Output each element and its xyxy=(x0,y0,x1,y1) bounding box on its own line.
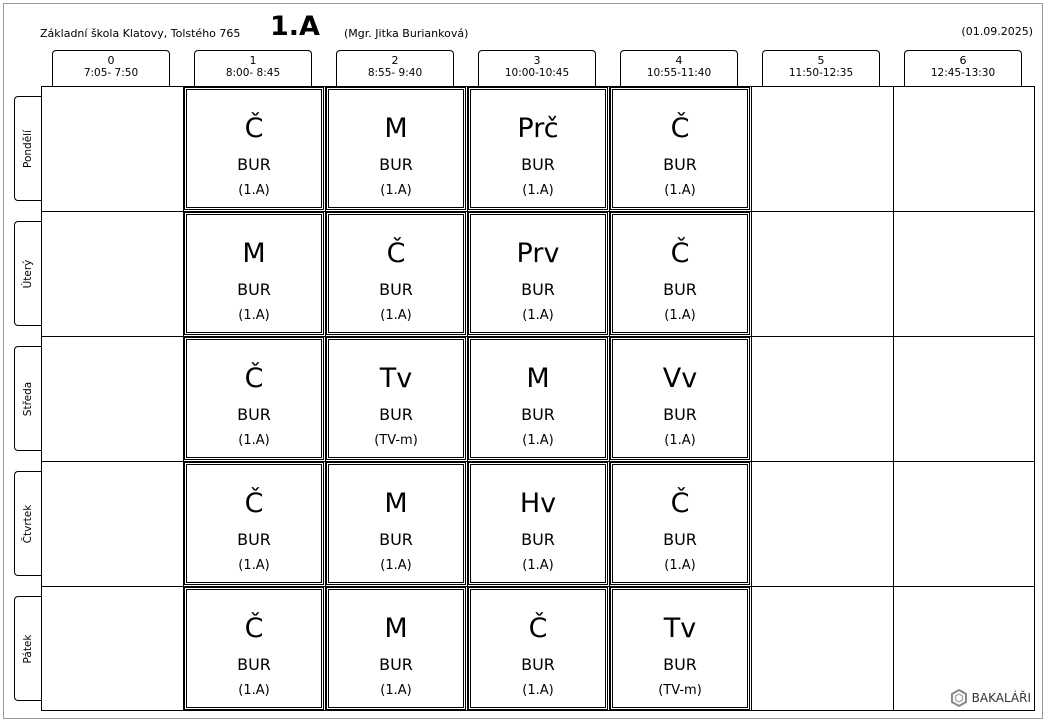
lesson-room: (1.A) xyxy=(664,558,696,573)
lesson-teacher: BUR xyxy=(379,280,413,299)
period-number: 0 xyxy=(107,54,115,67)
lesson-subject: Tv xyxy=(379,363,413,394)
lesson-subject: Č xyxy=(528,613,548,644)
lesson-cell[interactable] xyxy=(184,462,324,585)
lesson-cell[interactable] xyxy=(610,337,750,460)
bakalari-hexagon-icon xyxy=(950,689,968,707)
lesson-cell[interactable] xyxy=(326,587,466,710)
lesson-cell[interactable] xyxy=(184,212,324,335)
lesson-room: (1.A) xyxy=(238,183,270,198)
lesson-room: (1.A) xyxy=(238,433,270,448)
lesson-teacher: BUR xyxy=(379,530,413,549)
lesson-teacher: BUR xyxy=(379,655,413,674)
period-time: 8:00- 8:45 xyxy=(225,67,281,79)
lesson-cell[interactable] xyxy=(610,212,750,335)
day-tab-wednesday xyxy=(14,346,41,451)
day-label: Pondělí xyxy=(22,129,34,168)
lesson-room: (1.A) xyxy=(522,558,554,573)
lesson-subject: Vv xyxy=(662,363,698,394)
period-number: 6 xyxy=(959,54,967,67)
school-name: Základní škola Klatovy, Tolstého 765 xyxy=(40,27,241,40)
lesson-cell[interactable] xyxy=(184,87,324,210)
lesson-teacher: BUR xyxy=(237,155,271,174)
period-number: 3 xyxy=(533,54,541,67)
lesson-room: (1.A) xyxy=(664,433,696,448)
period-header-2 xyxy=(336,50,454,86)
lesson-room: (1.A) xyxy=(522,183,554,198)
lesson-room: (1.A) xyxy=(522,433,554,448)
lesson-teacher: BUR xyxy=(237,405,271,424)
lesson-cell[interactable] xyxy=(326,337,466,460)
lesson-room: (1.A) xyxy=(522,308,554,323)
lesson-subject: Hv xyxy=(519,488,557,519)
bakalari-logo xyxy=(950,689,1031,707)
lesson-cell[interactable] xyxy=(468,87,608,210)
grid-column-divider xyxy=(751,86,752,711)
lesson-cell[interactable] xyxy=(468,462,608,585)
class-teacher: (Mgr. Jitka Burianková) xyxy=(344,27,469,40)
lesson-room: (1.A) xyxy=(380,683,412,698)
lesson-cell[interactable] xyxy=(326,462,466,585)
lesson-subject: Prv xyxy=(516,238,560,269)
period-time: 10:55-11:40 xyxy=(646,67,712,79)
day-label: Pátek xyxy=(22,634,34,663)
period-header-0 xyxy=(52,50,170,86)
period-number: 5 xyxy=(817,54,825,67)
lesson-subject: Č xyxy=(244,113,264,144)
lesson-room: (1.A) xyxy=(238,683,270,698)
day-label: Středa xyxy=(22,381,34,416)
period-number: 2 xyxy=(391,54,399,67)
lesson-subject: Prč xyxy=(517,113,559,144)
lesson-teacher: BUR xyxy=(237,530,271,549)
lesson-room: (1.A) xyxy=(238,558,270,573)
lesson-teacher: BUR xyxy=(663,405,697,424)
lesson-room: (1.A) xyxy=(238,308,270,323)
lesson-cell[interactable] xyxy=(184,337,324,460)
lesson-room: (TV-m) xyxy=(658,683,702,698)
lesson-room: (1.A) xyxy=(380,183,412,198)
lesson-subject: Č xyxy=(244,488,264,519)
date-label: (01.09.2025) xyxy=(961,25,1033,38)
lesson-teacher: BUR xyxy=(663,655,697,674)
lesson-room: (1.A) xyxy=(664,308,696,323)
day-tab-monday xyxy=(14,96,41,201)
lesson-subject: Č xyxy=(670,113,690,144)
lesson-cell[interactable] xyxy=(468,587,608,710)
day-tab-thursday xyxy=(14,471,41,576)
day-tab-tuesday xyxy=(14,221,41,326)
lesson-teacher: BUR xyxy=(521,530,555,549)
day-tab-friday xyxy=(14,596,41,701)
lesson-room: (1.A) xyxy=(664,183,696,198)
period-header-4 xyxy=(620,50,738,86)
lesson-subject: Č xyxy=(244,363,264,394)
lesson-teacher: BUR xyxy=(379,405,413,424)
lesson-subject: Č xyxy=(386,238,406,269)
lesson-teacher: BUR xyxy=(237,655,271,674)
lesson-teacher: BUR xyxy=(379,155,413,174)
lesson-teacher: BUR xyxy=(521,405,555,424)
period-header-5 xyxy=(762,50,880,86)
period-number: 1 xyxy=(249,54,257,67)
period-time: 11:50-12:35 xyxy=(788,67,854,79)
day-label: Čtvrtek xyxy=(22,504,34,543)
period-time: 10:00-10:45 xyxy=(504,67,570,79)
period-number: 4 xyxy=(675,54,683,67)
lesson-subject: Tv xyxy=(663,613,697,644)
lesson-subject: Č xyxy=(244,613,264,644)
lesson-teacher: BUR xyxy=(663,155,697,174)
day-label: Úterý xyxy=(22,259,34,288)
lesson-teacher: BUR xyxy=(237,280,271,299)
lesson-teacher: BUR xyxy=(521,280,555,299)
lesson-teacher: BUR xyxy=(663,280,697,299)
lesson-cell[interactable] xyxy=(326,87,466,210)
period-time: 12:45-13:30 xyxy=(930,67,996,79)
period-header-3 xyxy=(478,50,596,86)
lesson-subject: M xyxy=(384,113,408,144)
grid-column-divider xyxy=(893,86,894,711)
class-name: 1.A xyxy=(270,11,320,42)
lesson-cell[interactable] xyxy=(184,587,324,710)
lesson-subject: M xyxy=(384,488,408,519)
lesson-teacher: BUR xyxy=(521,155,555,174)
lesson-room: (1.A) xyxy=(380,558,412,573)
lesson-subject: M xyxy=(242,238,266,269)
lesson-cell[interactable] xyxy=(326,212,466,335)
lesson-cell[interactable] xyxy=(610,87,750,210)
lesson-cell[interactable] xyxy=(610,462,750,585)
lesson-teacher: BUR xyxy=(521,655,555,674)
lesson-subject: M xyxy=(384,613,408,644)
lesson-subject: Č xyxy=(670,488,690,519)
lesson-cell[interactable] xyxy=(610,587,750,710)
period-time: 8:55- 9:40 xyxy=(367,67,423,79)
lesson-cell[interactable] xyxy=(468,337,608,460)
lesson-cell[interactable] xyxy=(468,212,608,335)
lesson-subject: M xyxy=(526,363,550,394)
period-header-6 xyxy=(904,50,1022,86)
lesson-room: (TV-m) xyxy=(374,433,418,448)
period-header-1 xyxy=(194,50,312,86)
lesson-subject: Č xyxy=(670,238,690,269)
lesson-teacher: BUR xyxy=(663,530,697,549)
lesson-room: (1.A) xyxy=(522,683,554,698)
lesson-room: (1.A) xyxy=(380,308,412,323)
logo-text: BAKALÁŘI xyxy=(971,691,1031,705)
period-time: 7:05- 7:50 xyxy=(83,67,139,79)
